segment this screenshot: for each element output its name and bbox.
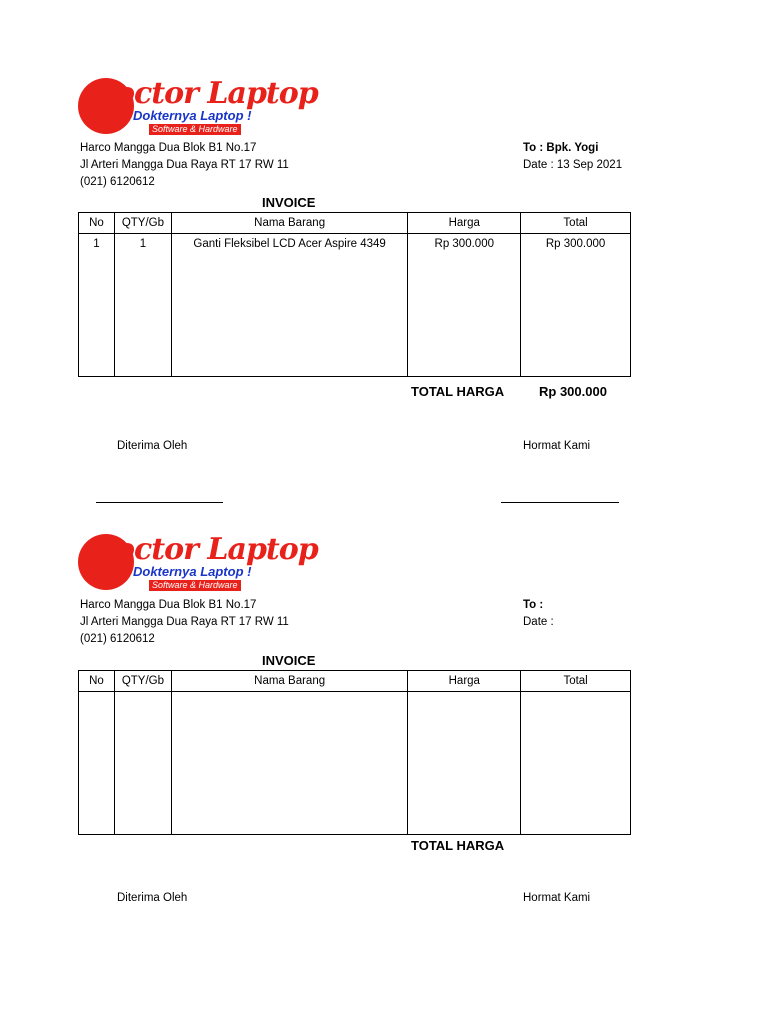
- regards-signature-line: [501, 502, 619, 503]
- items-table: [78, 212, 631, 377]
- regards-label: Hormat Kami: [523, 892, 591, 904]
- items-table: [78, 670, 631, 835]
- cell-item: [171, 692, 408, 835]
- col-header-qty: QTY/Gb: [114, 213, 171, 234]
- table-row: [79, 234, 631, 377]
- col-header-item: Nama Barang: [171, 213, 407, 234]
- invoice-title: INVOICE: [262, 653, 316, 668]
- address-line-1: Harco Mangga Dua Blok B1 No.17: [80, 599, 257, 611]
- total-label: TOTAL HARGA: [411, 838, 505, 853]
- col-header-qty: QTY/Gb: [114, 671, 171, 692]
- address-line-2: Jl Arteri Mangga Dua Raya RT 17 RW 11: [80, 159, 289, 171]
- logo-tagline: Dokternya Laptop !: [133, 108, 252, 123]
- logo-tagline: Dokternya Laptop !: [133, 564, 252, 579]
- address-line-1: Harco Mangga Dua Blok B1 No.17: [80, 142, 257, 154]
- col-header-price: Harga: [408, 213, 521, 234]
- received-signature-line: [96, 502, 223, 503]
- cell-price: Rp 300.000: [408, 234, 521, 377]
- cell-qty: [114, 692, 171, 835]
- regards-label: Hormat Kami: [523, 440, 591, 452]
- cell-item: Ganti Fleksibel LCD Acer Aspire 4349: [171, 234, 407, 377]
- invoice-date: Date :: [523, 616, 554, 628]
- total-value: Rp 300.000: [539, 384, 607, 399]
- address-line-2: Jl Arteri Mangga Dua Raya RT 17 RW 11: [80, 616, 289, 628]
- phone: (021) 6120612: [80, 176, 155, 188]
- company-logo: [76, 530, 318, 596]
- col-header-no: No: [79, 671, 115, 692]
- cell-total: Rp 300.000: [521, 234, 631, 377]
- col-header-item: Nama Barang: [171, 671, 408, 692]
- cell-total: [521, 692, 631, 835]
- recipient: To : Bpk. Yogi: [523, 142, 599, 154]
- col-header-total: Total: [521, 213, 631, 234]
- invoice-date: Date : 13 Sep 2021: [523, 159, 623, 171]
- company-logo: [76, 74, 318, 140]
- cell-no: [79, 692, 115, 835]
- logo-brand-name: Doctor Laptop: [90, 76, 318, 111]
- cell-qty: 1: [114, 234, 171, 377]
- recipient: To :: [523, 599, 544, 611]
- table-header-row: [79, 671, 631, 692]
- logo-brand-name: Doctor Laptop: [90, 532, 318, 567]
- cell-no: 1: [79, 234, 115, 377]
- received-by-label: Diterima Oleh: [117, 892, 188, 904]
- col-header-no: No: [79, 213, 115, 234]
- table-row: [79, 692, 631, 835]
- col-header-price: Harga: [408, 671, 521, 692]
- logo-subtitle: Software & Hardware: [149, 124, 241, 135]
- col-header-total: Total: [521, 671, 631, 692]
- logo-subtitle: Software & Hardware: [149, 580, 241, 591]
- phone: (021) 6120612: [80, 633, 155, 645]
- table-header-row: [79, 213, 631, 234]
- received-by-label: Diterima Oleh: [117, 440, 188, 452]
- total-label: TOTAL HARGA: [411, 384, 505, 399]
- cell-price: [408, 692, 521, 835]
- invoice-title: INVOICE: [262, 195, 316, 210]
